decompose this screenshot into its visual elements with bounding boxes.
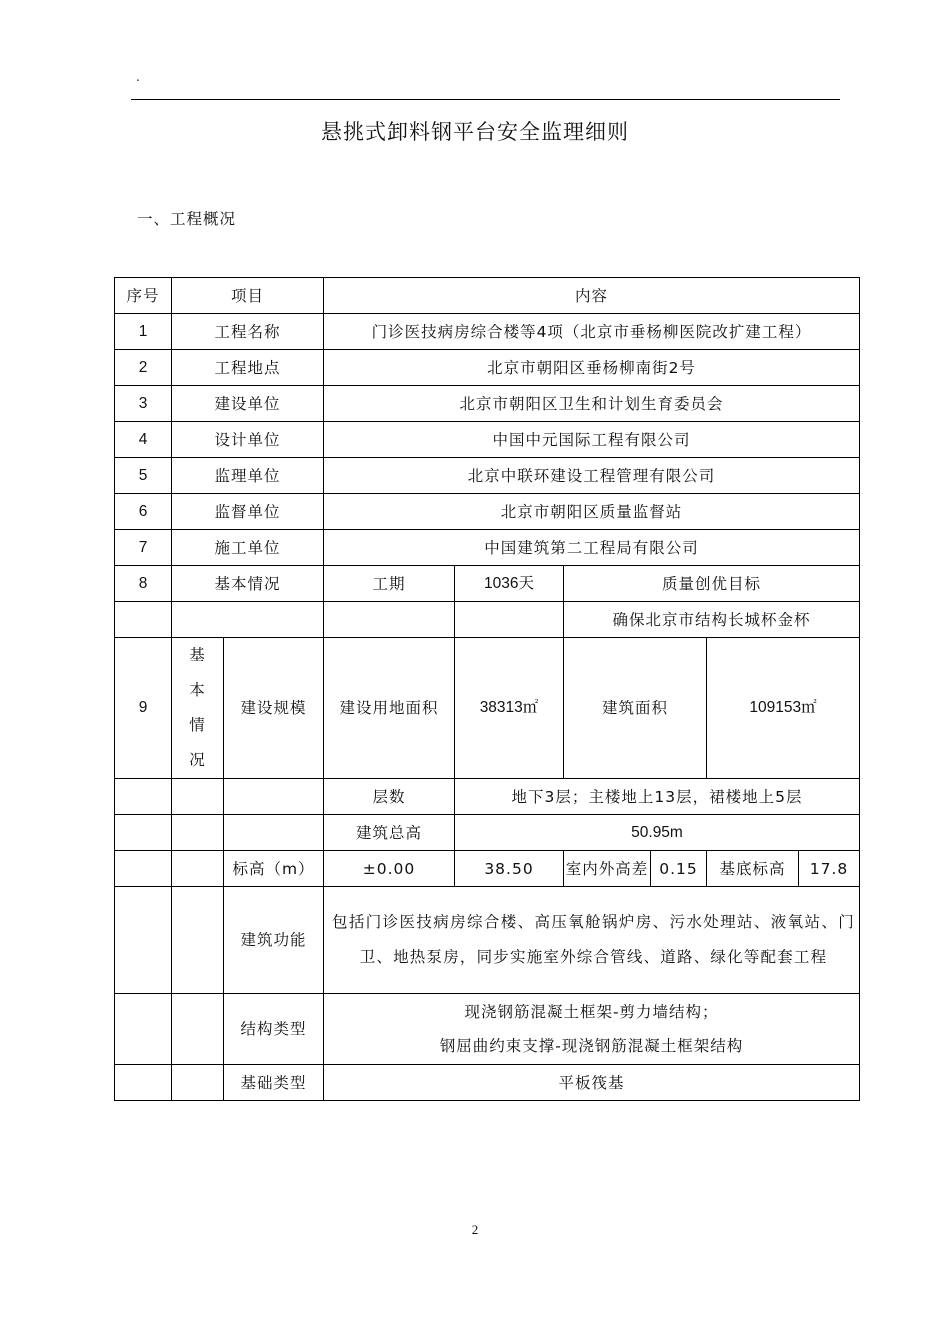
height-label: 建筑总高: [324, 815, 455, 851]
table-row: [115, 815, 860, 851]
structure-label: 结构类型: [224, 994, 324, 1065]
row-seq: 9: [115, 638, 172, 779]
table-row: [115, 1065, 860, 1101]
header-content: 内容: [324, 278, 860, 314]
row-item: 工程名称: [172, 314, 324, 350]
row-item: 监督单位: [172, 494, 324, 530]
row-seq: 6: [115, 494, 172, 530]
structure-line-2: 钢屈曲约束支撑-现浇钢筋混凝土框架结构: [439, 1037, 744, 1055]
elevation-zero: ±0.00: [324, 851, 455, 887]
row-seq: 4: [115, 422, 172, 458]
row-value: 中国建筑第二工程局有限公司: [324, 530, 860, 566]
group-label-basic-info: 基 本 情 况: [172, 638, 224, 779]
table-row: [115, 851, 860, 887]
base-elevation-value: 17.8: [799, 851, 860, 887]
row-value: 北京市朝阳区卫生和计划生育委员会: [324, 386, 860, 422]
floor-area-value: 109153㎡: [707, 638, 860, 779]
elevation-top: 38.50: [455, 851, 564, 887]
row-value: 北京市朝阳区垂杨柳南街2号: [324, 350, 860, 386]
table-row: [115, 779, 860, 815]
row-seq: 2: [115, 350, 172, 386]
floors-label: 层数: [324, 779, 455, 815]
table-row: [115, 530, 860, 566]
row-value: 北京中联环建设工程管理有限公司: [324, 458, 860, 494]
table-row: [115, 386, 860, 422]
project-overview-table: [114, 277, 860, 1101]
quality-label: 质量创优目标: [564, 566, 860, 602]
row-seq: 7: [115, 530, 172, 566]
table-row: [115, 602, 860, 638]
row-item: 设计单位: [172, 422, 324, 458]
row-value: 北京市朝阳区质量监督站: [324, 494, 860, 530]
table-row: [115, 566, 860, 602]
page-number: 2: [471, 1222, 479, 1237]
structure-value: [324, 994, 860, 1065]
table-row: [115, 458, 860, 494]
height-value: 50.95m: [455, 815, 860, 851]
row-value: 门诊医技病房综合楼等4项（北京市垂杨柳医院改扩建工程）: [324, 314, 860, 350]
function-value: 包括门诊医技病房综合楼、高压氧舱锅炉房、污水处理站、液氧站、门卫、地热泵房，同步实施室外综合管线、道路、绿化等配套工程: [324, 887, 860, 994]
row-seq: 8: [115, 566, 172, 602]
land-area-label: 建设用地面积: [324, 638, 455, 779]
row-item: 施工单位: [172, 530, 324, 566]
structure-line-1: 现浇钢筋混凝土框架-剪力墙结构；: [464, 1003, 719, 1021]
indoor-diff-value: 0.15: [651, 851, 707, 887]
table-row: [115, 638, 860, 779]
foundation-label: 基础类型: [224, 1065, 324, 1101]
floor-area-label: 建筑面积: [564, 638, 707, 779]
row-item: 工程地点: [172, 350, 324, 386]
row-value: 中国中元国际工程有限公司: [324, 422, 860, 458]
period-value: 1036天: [455, 566, 564, 602]
land-area-value: 38313㎡: [455, 638, 564, 779]
section-heading: 一、工程概况: [137, 210, 237, 228]
row-item: 基本情况: [172, 566, 324, 602]
table-row: [115, 494, 860, 530]
table-row: [115, 994, 860, 1065]
foundation-value: 平板筏基: [324, 1065, 860, 1101]
table-header-row: [115, 278, 860, 314]
document-title: 悬挑式卸料钢平台安全监理细则: [321, 120, 629, 144]
indoor-diff-label: 室内外高差: [564, 851, 651, 887]
scale-label: 建设规模: [224, 638, 324, 779]
header-rule: [131, 99, 840, 100]
row-item: 监理单位: [172, 458, 324, 494]
floors-value: 地下3层；主楼地上13层，裙楼地上5层: [455, 779, 860, 815]
function-label: 建筑功能: [224, 887, 324, 994]
elevation-label: 标高（m）: [224, 851, 324, 887]
table-row: [115, 314, 860, 350]
row-item: 建设单位: [172, 386, 324, 422]
table-row: [115, 350, 860, 386]
table-row: [115, 887, 860, 994]
header-item: 项目: [172, 278, 324, 314]
period-label: 工期: [324, 566, 455, 602]
row-seq: 5: [115, 458, 172, 494]
row-seq: 1: [115, 314, 172, 350]
base-elevation-label: 基底标高: [707, 851, 799, 887]
header-dot: .: [136, 70, 140, 84]
header-seq: 序号: [115, 278, 172, 314]
row-seq: 3: [115, 386, 172, 422]
quality-value: 确保北京市结构长城杯金杯: [564, 602, 860, 638]
table-row: [115, 422, 860, 458]
